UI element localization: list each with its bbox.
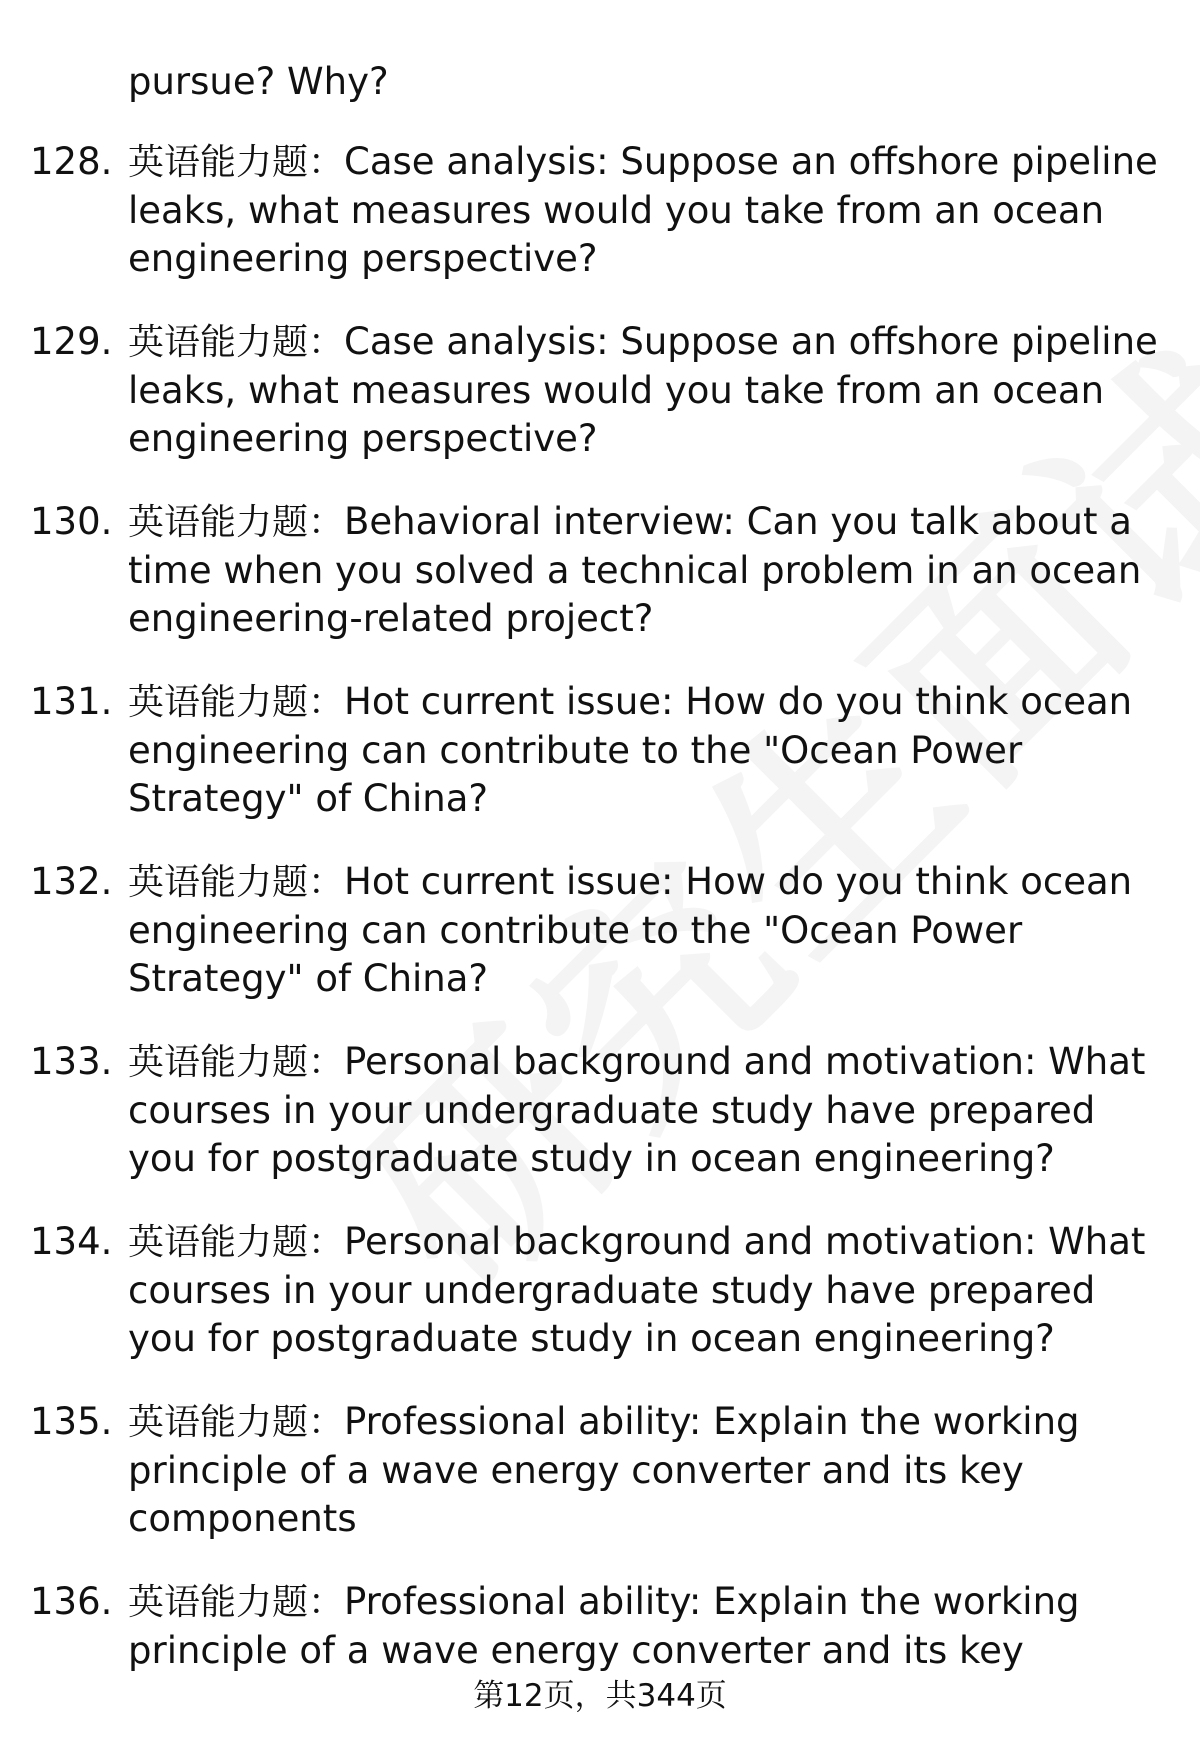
question-prefix: 英语能力题： (128, 322, 345, 363)
question-prefix: 英语能力题： (128, 1042, 345, 1083)
question-prefix: 英语能力题： (128, 862, 345, 903)
question-text-block (128, 138, 1168, 283)
question-item (0, 1398, 1200, 1578)
question-text-block (128, 1578, 1168, 1675)
question-number: 129. (30, 320, 113, 363)
question-item (0, 678, 1200, 858)
question-item (0, 1578, 1200, 1758)
question-prefix: 英语能力题： (128, 1222, 345, 1263)
question-text-block (128, 498, 1168, 643)
question-number: 128. (30, 140, 113, 183)
question-number: 132. (30, 860, 113, 903)
question-item (0, 858, 1200, 1038)
question-text: Professional ability: Explain the working principle of a wave energy converter and its key (128, 1580, 1080, 1672)
question-item (0, 138, 1200, 318)
question-text-block (128, 1038, 1168, 1183)
question-text: Behavioral interview: Can you talk about a time when you solved a technical problem in an ocean engineering-related project? (128, 500, 1142, 640)
question-prefix: 英语能力题： (128, 1582, 345, 1623)
question-item (0, 318, 1200, 498)
question-text: Case analysis: Suppose an offshore pipeline leaks, what measures would you take from an ocean engineering perspective? (128, 320, 1158, 460)
question-list (0, 138, 1200, 1758)
question-number: 135. (30, 1400, 113, 1443)
question-number: 136. (30, 1580, 113, 1623)
question-text: Case analysis: Suppose an offshore pipeline leaks, what measures would you take from an ocean engineering perspective? (128, 140, 1158, 280)
question-text: Personal background and motivation: What courses in your undergraduate study have prepared you for postgraduate study in ocean engineering? (128, 1040, 1146, 1180)
question-text-block (128, 858, 1168, 1003)
question-prefix: 英语能力题： (128, 142, 345, 183)
question-item (0, 1218, 1200, 1398)
question-prefix: 英语能力题： (128, 682, 345, 723)
page-footer: 第12页，共344页 (473, 1678, 727, 1714)
question-text-block (128, 318, 1168, 463)
question-number: 134. (30, 1220, 113, 1263)
question-number: 133. (30, 1040, 113, 1083)
question-item (0, 1038, 1200, 1218)
question-text-block (128, 1398, 1168, 1543)
question-number: 130. (30, 500, 113, 543)
question-text: Hot current issue: How do you think ocean engineering can contribute to the "Ocean Power Strategy" of China? (128, 680, 1133, 820)
question-text: Personal background and motivation: What courses in your undergraduate study have prepared you for postgraduate study in ocean engineering? (128, 1220, 1146, 1360)
question-prefix: 英语能力题： (128, 1402, 345, 1443)
question-prefix: 英语能力题： (128, 502, 345, 543)
continuation-text: pursue? Why? (128, 60, 389, 103)
question-item (0, 498, 1200, 678)
question-number: 131. (30, 680, 113, 723)
question-text: Hot current issue: How do you think ocean engineering can contribute to the "Ocean Power Strategy" of China? (128, 860, 1133, 1000)
question-text-block (128, 678, 1168, 823)
question-text-block (128, 1218, 1168, 1363)
question-text: Professional ability: Explain the working principle of a wave energy converter and its key components (128, 1400, 1080, 1540)
